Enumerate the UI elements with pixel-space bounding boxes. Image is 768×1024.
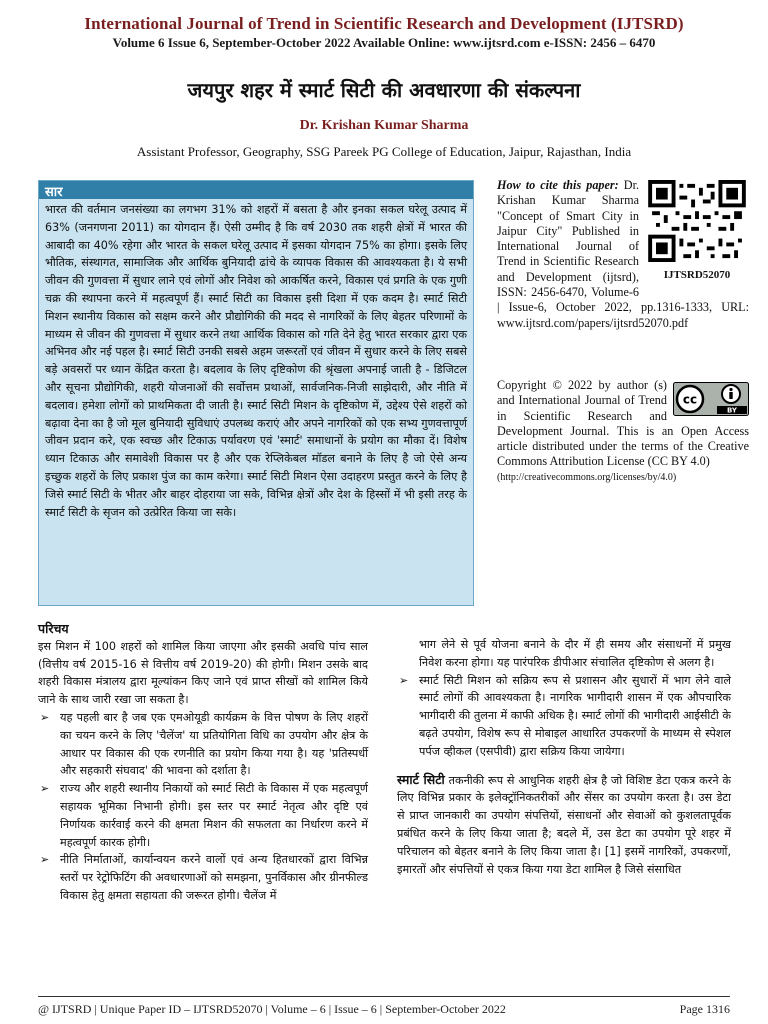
abstract-box	[38, 180, 474, 606]
continued-bullet-text: भाग लेने से पूर्व योजना बनाने के दौर में ही समय और संसाधनों में प्रमुख निवेश करना होगा। यह पारंपरिक डीपीआर संचालित दृष्टिकोण से अलग है।	[419, 638, 731, 669]
author-affiliation: Assistant Professor, Geography, SSG Pareek PG College of Education, Jaipur, Rajasthan, India	[136, 144, 632, 159]
arrow-bullet-icon: ➢	[40, 853, 50, 867]
citation-text: Dr. Krishan Kumar Sharma "Concept of Smart City in Jaipur City" Published in International Journal of Trend in Scientific Research and Development (ijtsrd), ISSN: 2456-6470, Volume-6 | Issue-6, October 2022, pp.1316-1333, URL: www.ijtsrd.com/papers/ijtsrd52070.pdf	[497, 178, 749, 330]
citation-label: How to cite this paper:	[497, 178, 619, 192]
footer-divider	[38, 996, 730, 997]
arrow-bullet-icon: ➢	[399, 673, 409, 687]
license-url[interactable]: (http://creativecommons.org/licenses/by/4.0)	[497, 471, 677, 483]
smart-city-paragraph	[397, 771, 731, 879]
citation-block	[497, 178, 749, 331]
page-number: Page 1316	[679, 1002, 730, 1016]
list-item: ➢ स्मार्ट सिटी मिशन को सक्रिय रूप से प्रशासन और सुधारों में भाग लेने वाले स्मार्ट लोगों की आवश्यकता है। नागरिक भागीदारी शासन में एक औपचारिक भागीदारी की तुलना में काफी अधिक है। स्मार्ट लोगों की भागीदारी आईसीटी के बढ़ते उपयोग, विशेष रूप से मोबाइल आधारित उपकरणों के माध्यम से स्पेशल पर्पज व्हीकल (एसपीवी) द्वारा सक्रिय किया जायेगा।	[399, 673, 731, 758]
paper-title: जयपुर शहर में स्मार्ट सिटी की अवधारणा की संकल्पना	[187, 78, 581, 102]
list-item: ➢ यह पहली बार है जब एक एमओयूडी कार्यक्रम के वित्त पोषण के लिए शहरों का चयन करने के लिए 'चैलेंज' या प्रतियोगिता विधि का उपयोग और क्षेत्र के आधार पर विकास की एक रणनीति का प्रयोग किया गया है। यह 'प्रतिस्पर्धी और सहकारी संघवाद' की भावना को दर्शाता है।	[40, 710, 368, 778]
smart-city-text: तकनीकी रूप से आधुनिक शहरी क्षेत्र है जो विशिष्ट डेटा एकत्र करने के लिए विभिन्न प्रकार के इलेक्ट्रॉनिकतरीकों और सेंसर का उपयोग करता है। उस डेटा से प्राप्त जानकारी का उपयोग संपत्तियों, संसाधनों और सेवाओं को कुशलतापूर्वक प्रबंधित करने के लिए किया जाता है; बदले में, उस डेटा का उपयोग पूरे शहर में परिचालन को बेहतर बनाने के लिए किया जाता है। [1] इसमें नागरिकों, उपकरणों, इमारतों और संपत्तियों से एकत्र किया गया डेटा शामिल है जिसे संसाधित	[397, 773, 731, 876]
arrow-bullet-icon: ➢	[40, 782, 50, 796]
journal-volume-line: Volume 6 Issue 6, September-October 2022 Available Online: www.ijtsrd.com e-ISSN: 2456 – 6470	[112, 35, 656, 50]
cc-badge-label: BY	[726, 406, 738, 415]
abstract-heading: सार	[39, 181, 473, 199]
author-name: Dr. Krishan Kumar Sharma	[299, 118, 469, 133]
right-column	[397, 636, 731, 878]
cc-by-license-icon	[673, 382, 749, 416]
right-bullet-list	[397, 672, 731, 761]
page-footer	[38, 1002, 730, 1017]
qr-code-icon	[647, 180, 747, 262]
copyright-text: Copyright © 2022 by author (s) and International Journal of Trend in Scientific Research and Development Journal. This is an Open Access article distributed under the terms of the Creative Commons Attribution License (CC BY 4.0)	[497, 378, 749, 469]
qr-block	[645, 180, 749, 284]
footer-text: @ IJTSRD | Unique Paper ID – IJTSRD52070 | Volume – 6 | Issue – 6 | September-October 2022	[38, 1002, 506, 1016]
intro-heading: परिचय	[38, 621, 69, 636]
list-item: ➢ राज्य और शहरी स्थानीय निकायों को स्मार्ट सिटी के विकास में एक महत्वपूर्ण सहायक भूमिका निभानी होगी। इस स्तर पर स्मार्ट नेतृत्व और दृष्टि एवं निर्णायक कार्रवाई करने की क्षमता मिशन की सफलता का निर्धारण करने में महत्वपूर्ण कारक होगी।	[40, 782, 368, 849]
left-column	[38, 620, 368, 905]
copyright-block	[497, 378, 749, 485]
journal-header	[0, 14, 768, 51]
abstract-text: भारत की वर्तमान जनसंख्या का लगभग 31% को शहरों में बसता है और इनका सकल घरेलू उत्पाद में 63% (जनगणना 2011) का योगदान हैं। ऐसी उम्मीद है कि वर्ष 2030 तक शहरी क्षेत्रों में भारत की आबादी का 40% रहेगा और भारत के सकल घरेलू उत्पाद में इसका योगदान 75% का होगा। इसके लिए भौतिक, संस्थागत, सामाजिक और आर्थिक बुनियादी ढांचे के व्यापक विकास की आवश्यकता है। ये सभी जीवन की गुणवत्ता में सुधार लाने एवं लोगों और निवेश को आकर्षित करने, विकास एवं प्रगति के एक गुणी चक्र की स्थापना करने में महत्वपूर्ण हैं। स्मार्ट सिटी का विकास इसी दिशा में एक कदम है। स्मार्ट सिटी मिशन स्थानीय विकास को सक्षम करने और प्रौद्योगिकी की मदद से नागरिकों के लिए बेहतर परिणामों के माध्यम से जीवन की गुणवत्ता में सुधार करने तथा आर्थिक विकास को गति देने हेतु भारत सरकार द्वारा एक अभिनव और नई पहल है। स्मार्ट सिटी उनकी सबसे अहम जरूरतों एवं जीवन में सुधार करने के लिए सबसे बड़े अवसरों पर ध्यान केंद्रित करता है। बदलाव के लिए दृष्टिकोण की श्रृंखला अपनाई जाती है - डिजिटल और सूचना प्रौद्योगिकी, शहरी योजनाओं की सर्वोत्तम प्रथाओं, सार्वजनिक-निजी साझेदारी, और नीति में बदलाव। हमेशा लोगों को प्राथमिकता दी जाती है। स्मार्ट सिटी मिशन के दृष्टिकोण में, उद्देश्य ऐसे शहरों को बढ़ावा देना का है जो मूल बुनियादी सुविधाएं उपलब्ध कराएं और अपने नागरिकों को एक सभ्य गुणवत्तापूर्ण जीवन प्रदान करे, एक स्वच्छ और टिकाऊ पर्यावरण एवं 'स्मार्ट' समाधानों के प्रयोग का मौका दें। विशेष ध्यान टिकाऊ और समावेशी विकास पर है और एक रेप्लिकेबल मॉडल बनाने के लिए है जो ऐसे अन्य इच्छुक शहरों के लिए प्रकाश पुंज का काम करेगा। स्मार्ट सिटी मिशन ऐसा उदाहरण प्रस्तुत करने के लिए है जिसे स्मार्ट सिटी के भीतर और बाहर दोहराया जा सके, विभिन्न क्षेत्रों और देश के हिस्सों में भी इसी तरह के स्मार्ट सिटी के सृजन को उत्प्रेरित किया जा सके।	[45, 203, 467, 519]
svg-text:cc: cc	[682, 392, 698, 407]
arrow-bullet-icon: ➢	[40, 710, 50, 724]
list-item: ➢ नीति निर्माताओं, कार्यान्वयन करने वालों एवं अन्य हितधारकों द्वारा विभिन्न स्तरों पर रेट्रोफिटिंग की अवधारणाओं को समझना, पुनर्विकास और ग्रीनफील्ड विकास हेतु क्षमता सहायता की जरूरत होगी। चैलेंज में	[40, 853, 368, 902]
smart-city-lead: स्मार्ट सिटी	[397, 771, 445, 787]
left-bullet-list	[38, 709, 368, 905]
journal-title: International Journal of Trend in Scientific Research and Development (IJTSRD)	[84, 14, 684, 33]
intro-paragraph: इस मिशन में 100 शहरों को शामिल किया जाएगा और इसकी अवधि पांच साल (वित्तीय वर्ष 2015-16 से वित्तीय वर्ष 2019-20) की होगी। मिशन उसके बाद शहरी विकास मंत्रालय द्वारा मूल्यांकन किए जाने एवं प्राप्त सीखों को शामिल किये जाने के साथ जारी रखा जा सकता है।	[38, 639, 368, 707]
qr-paper-id: IJTSRD52070	[663, 269, 731, 282]
